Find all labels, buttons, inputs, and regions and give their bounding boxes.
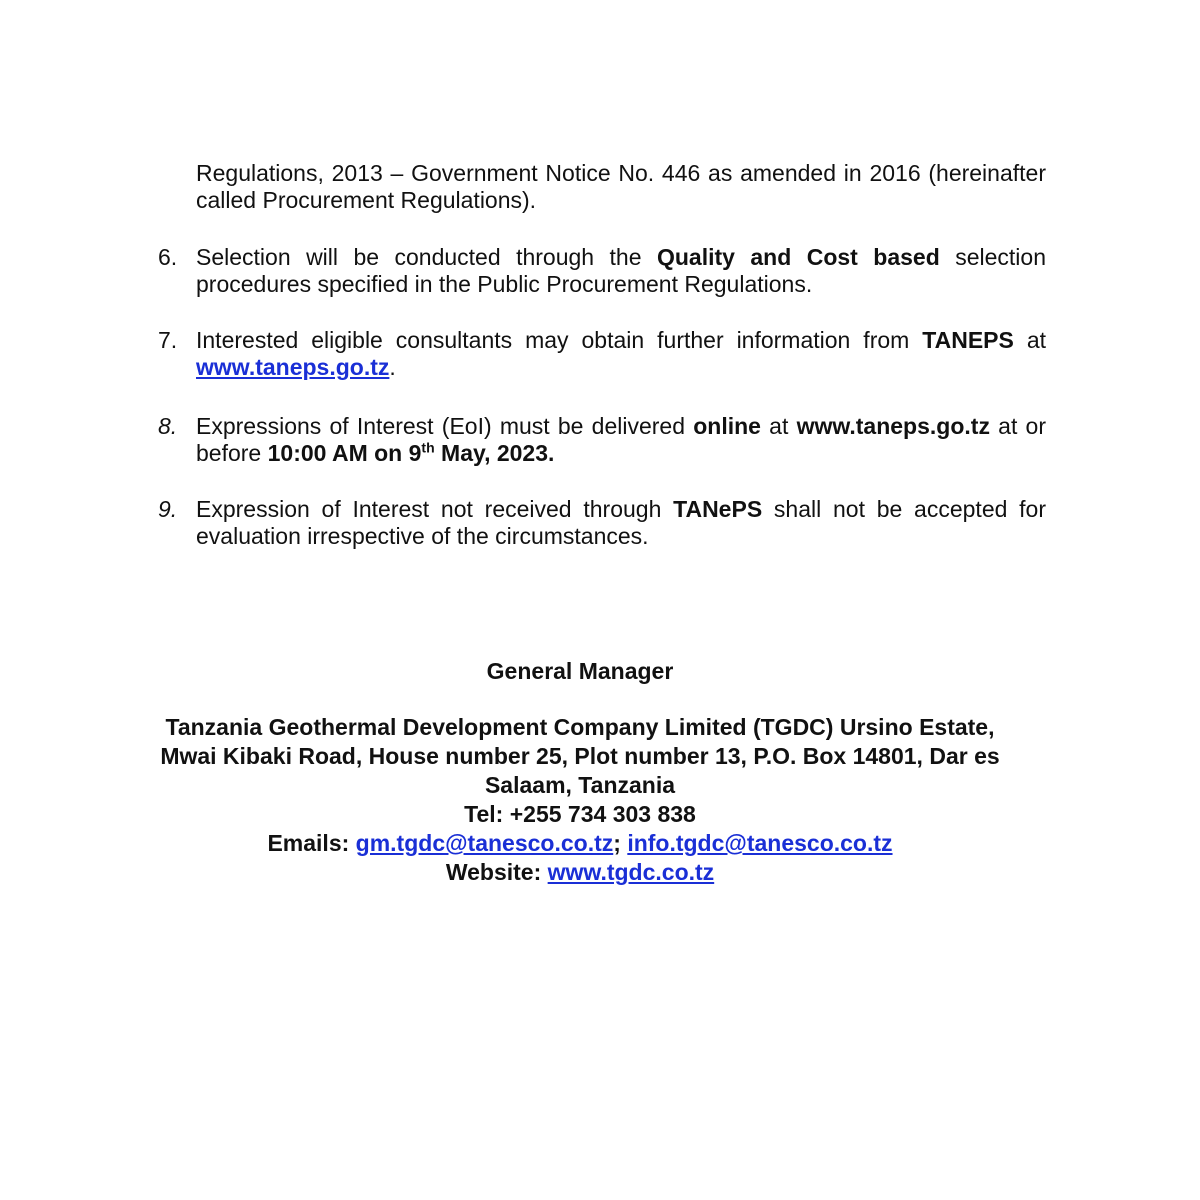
general-manager-title: General Manager	[486, 658, 674, 684]
website-row	[120, 858, 1040, 887]
item-text-part: selection procedures specified in the Public Procurement Regulations.	[196, 244, 1046, 297]
delivery-mode: online	[693, 413, 761, 439]
deadline-date: May, 2023.	[434, 440, 555, 466]
deadline	[268, 440, 555, 466]
item-text	[196, 244, 1046, 298]
address-line: Tanzania Geothermal Development Company Limited (TGDC) Ursino Estate,	[165, 714, 995, 740]
address-line: Mwai Kibaki Road, House number 25, Plot number 13, P.O. Box 14801, Dar es	[160, 743, 1000, 769]
list-item-9	[158, 496, 1046, 550]
regulations-continuation-text: Regulations, 2013 – Government Notice No. 446 as amended in 2016 (hereinafter called Procurement Regulations).	[196, 160, 1046, 213]
item-number: 6.	[158, 244, 178, 270]
item-text-part: Selection will be conducted through the	[196, 244, 657, 270]
taneps-name: TANEPS	[922, 327, 1014, 353]
item-text	[196, 496, 1046, 550]
emails-row	[120, 829, 1040, 858]
telephone: Tel: +255 734 303 838	[464, 801, 696, 827]
item-text	[196, 327, 1046, 381]
signatory-title	[120, 657, 1040, 686]
email-link-info[interactable]: info.tgdc@tanesco.co.tz	[627, 830, 893, 856]
item-text-part: at or before	[196, 413, 1046, 466]
item-text-part: shall not be accepted for evaluation irrespective of the circumstances.	[196, 496, 1047, 549]
item-text-part: .	[389, 354, 396, 380]
item-number: 7.	[158, 327, 178, 353]
item-number: 8.	[158, 413, 178, 439]
list-item-8	[158, 413, 1046, 467]
website-link[interactable]: www.tgdc.co.tz	[547, 859, 715, 885]
deadline-time: 10:00 AM on 9	[267, 440, 422, 466]
item-text-part: Expressions of Interest (EoI) must be delivered	[196, 413, 694, 439]
contact-block	[120, 713, 1040, 887]
tanеps-name: TANePS	[673, 496, 763, 522]
address-line: Salaam, Tanzania	[484, 772, 676, 798]
item-text	[196, 413, 1046, 467]
selection-method: Quality and Cost based	[656, 244, 940, 270]
taneps-link[interactable]: www.taneps.go.tz	[196, 354, 390, 380]
website-label: Website:	[445, 859, 542, 885]
item-number: 9.	[158, 496, 178, 522]
item-text-part: at	[760, 413, 797, 439]
deadline-ordinal: th	[421, 439, 435, 456]
list-item-6	[158, 244, 1046, 298]
regulations-continuation	[196, 160, 1046, 214]
item-text-part: Interested eligible consultants may obtain further information from	[196, 327, 923, 353]
taneps-url: www.taneps.go.tz	[796, 413, 990, 439]
email-separator: ;	[613, 830, 621, 856]
item-text-part: Expression of Interest not received through	[196, 496, 674, 522]
item-text-part: at	[1013, 327, 1046, 353]
list-item-7	[158, 327, 1046, 381]
email-link-gm[interactable]: gm.tgdc@tanesco.co.tz	[355, 830, 614, 856]
emails-label: Emails:	[267, 830, 350, 856]
